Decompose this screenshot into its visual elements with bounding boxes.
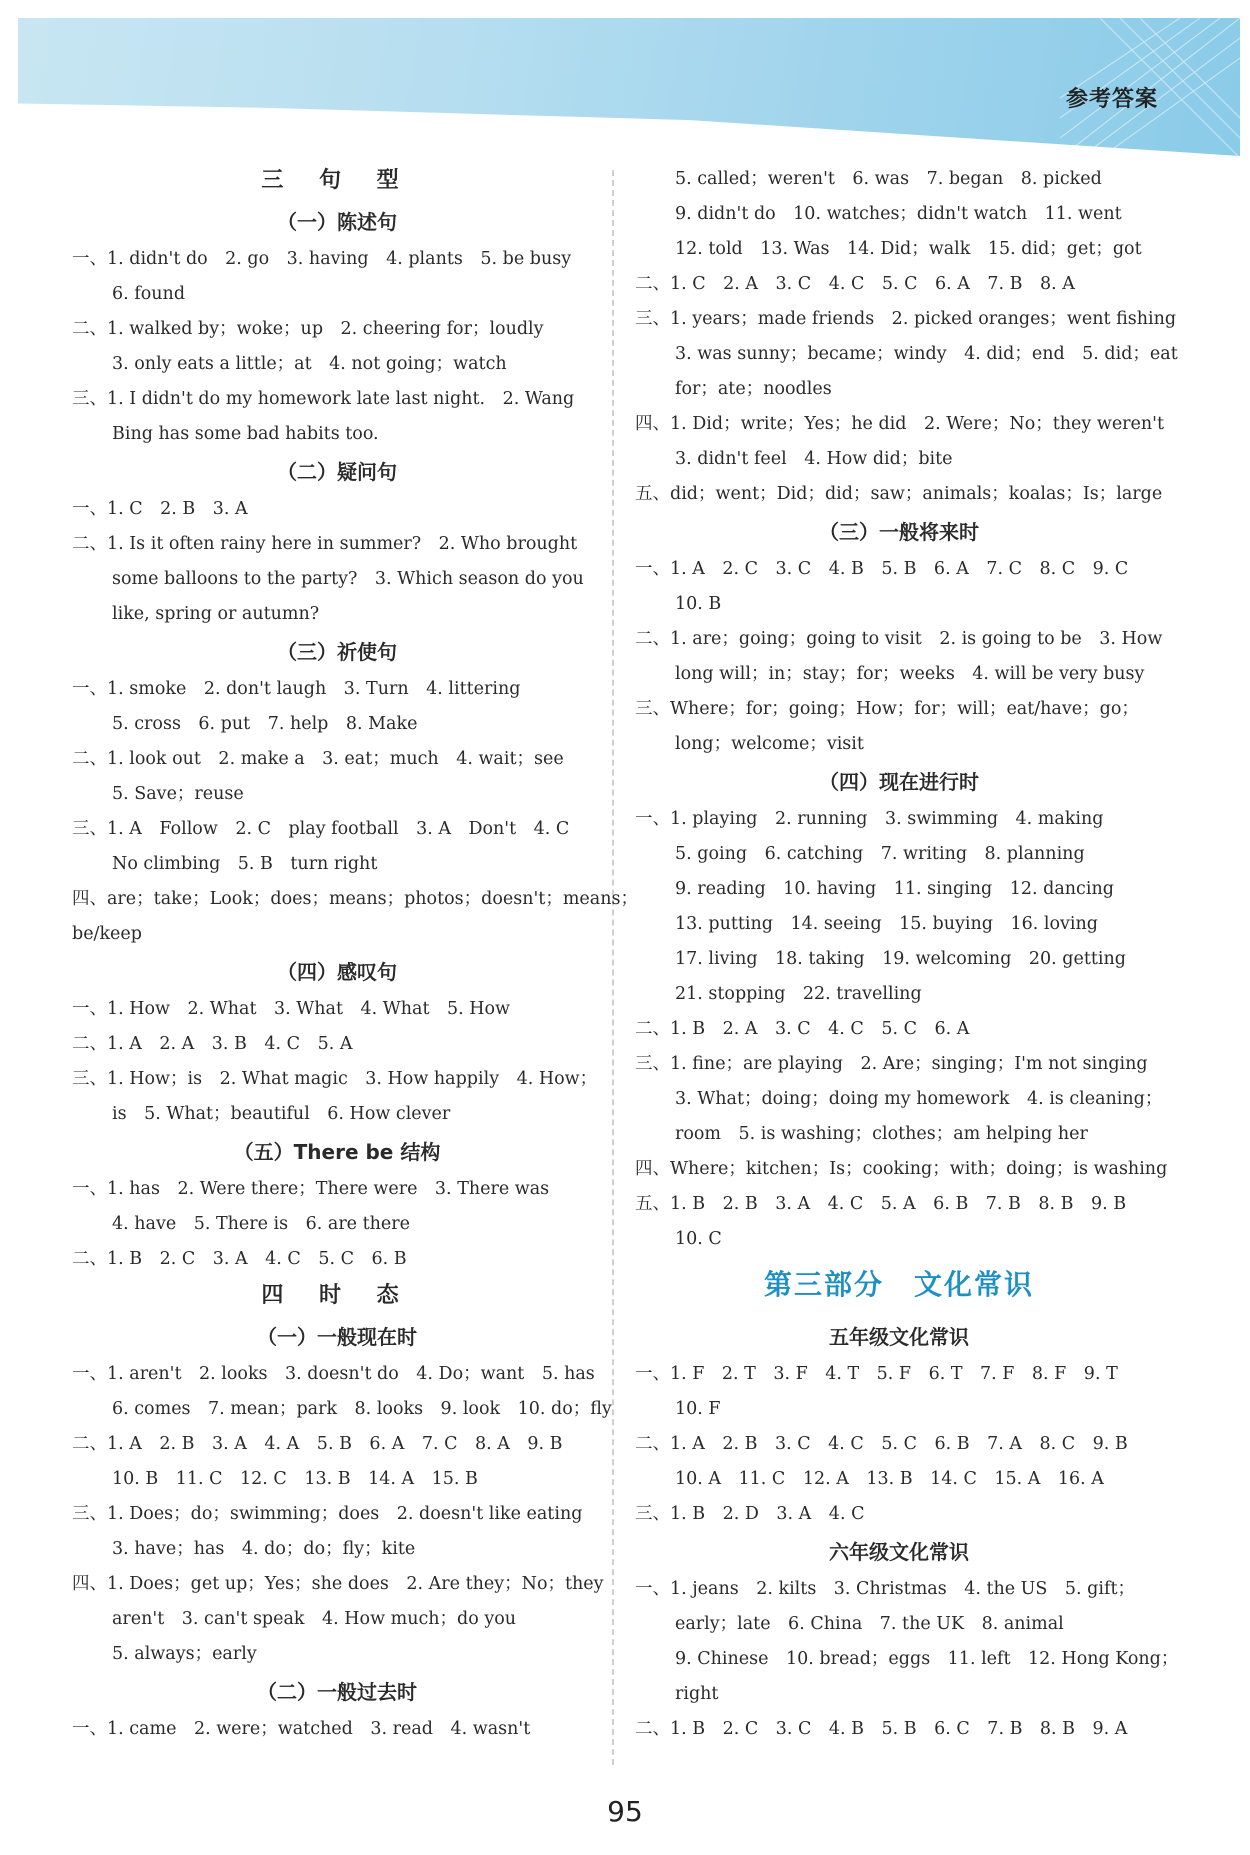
answer-line-continuation: 9. Chinese 10. bread；eggs 11. left 12. Hong Kong； [675,1649,1179,1669]
subsection-heading: 五年级文化常识 [829,1325,969,1349]
answer-line: 四、1. Does；get up；Yes；she does 2. Are they；No；they [72,1574,604,1594]
answer-line-continuation: 6. found [112,284,186,304]
right-column [635,162,1179,1747]
answer-line-continuation: long；welcome；visit [675,734,864,754]
answer-line-continuation: 5. cross 6. put 7. help 8. Make [112,714,418,734]
answer-line-continuation: 10. C [675,1229,722,1249]
answer-line: 二、1. B 2. C 3. A 4. C 5. C 6. B [72,1249,407,1269]
answer-line-continuation: like, spring or autumn? [112,604,320,624]
answer-line: 二、1. are；going；going to visit 2. is going to be 3. How [635,629,1163,649]
answer-line: 一、1. aren't 2. looks 3. doesn't do 4. Do；want 5. has [72,1364,595,1384]
answer-line-continuation: 3. What；doing；doing my homework 4. is cleaning； [675,1089,1163,1109]
answer-line-continuation: No climbing 5. B turn right [112,854,378,874]
subsection-heading: （四）现在进行时 [819,770,979,794]
subsection-heading: （三）祈使句 [277,640,397,664]
answer-line: 二、1. look out 2. make a 3. eat；much 4. wait；see [72,749,564,769]
answer-line: 一、1. jeans 2. kilts 3. Christmas 4. the US 5. gift； [635,1579,1135,1599]
answer-line-continuation: long will；in；stay；for；weeks 4. will be very busy [675,664,1145,684]
page-number: 95 [607,1795,643,1828]
answer-line-continuation: early；late 6. China 7. the UK 8. animal [675,1614,1064,1634]
answer-line-continuation: 13. putting 14. seeing 15. buying 16. loving [675,914,1098,934]
left-column [72,162,638,1747]
answer-line-continuation: 9. didn't do 10. watches；didn't watch 11. went [675,204,1122,224]
answer-line: 二、1. C 2. A 3. C 4. C 5. C 6. A 7. B 8. A [635,274,1075,294]
answer-line: 二、1. Is it often rainy here in summer? 2. Who brought [72,534,578,554]
answer-line-continuation: 5. going 6. catching 7. writing 8. planning [675,844,1085,864]
answer-line-continuation: 21. stopping 22. travelling [675,984,922,1004]
answer-line: 四、1. Did；write；Yes；he did 2. Were；No；they weren't [635,414,1165,434]
answer-line: 一、1. F 2. T 3. F 4. T 5. F 6. T 7. F 8. F 9. T [635,1364,1118,1384]
answer-line-continuation: is 5. What；beautiful 6. How clever [112,1104,451,1124]
column-divider [612,170,614,1765]
answer-line-continuation: 17. living 18. taking 19. welcoming 20. getting [675,949,1126,969]
answer-line-continuation: some balloons to the party? 3. Which season do you [112,569,584,589]
subsection-heading: （一）陈述句 [277,210,397,234]
answer-line: 三、Where；for；going；How；for；will；eat/have；go； [635,699,1139,719]
answer-line-continuation: be/keep [72,924,142,944]
answer-line-continuation: 3. was sunny；became；windy 4. did；end 5. did；eat [675,344,1178,364]
subsection-heading: 六年级文化常识 [829,1540,969,1564]
answer-line-continuation: 3. only eats a little；at 4. not going；watch [112,354,507,374]
subsection-heading: （一）一般现在时 [257,1325,417,1349]
subsection-heading: （二）一般过去时 [257,1680,417,1704]
answer-line-continuation: room 5. is washing；clothes；am helping her [675,1124,1088,1144]
subsection-heading: （二）疑问句 [277,460,397,484]
answer-line: 一、1. A 2. C 3. C 4. B 5. B 6. A 7. C 8. C 9. C [635,559,1129,579]
answer-line: 三、1. fine；are playing 2. Are；singing；I'm not singing [635,1054,1148,1074]
subsection-heading: （三）一般将来时 [819,520,979,544]
answer-line: 四、are；take；Look；does；means；photos；doesn't；means； [72,889,638,909]
answer-line: 五、1. B 2. B 3. A 4. C 5. A 6. B 7. B 8. B 9. B [635,1194,1127,1214]
answer-line: 三、1. How；is 2. What magic 3. How happily 4. How； [72,1069,598,1089]
answer-line: 二、1. A 2. A 3. B 4. C 5. A [72,1034,353,1054]
answer-line: 一、1. smoke 2. don't laugh 3. Turn 4. littering [72,679,521,699]
answer-line-continuation: 12. told 13. Was 14. Did；walk 15. did；get；got [675,239,1142,259]
answer-line: 二、1. A 2. B 3. A 4. A 5. B 6. A 7. C 8. A 9. B [72,1434,563,1454]
answer-line-continuation: 4. have 5. There is 6. are there [112,1214,410,1234]
answer-line: 一、1. C 2. B 3. A [72,499,248,519]
answer-line: 五、did；went；Did；did；saw；animals；koalas；Is；large [635,484,1163,504]
answer-line-continuation: 10. B 11. C 12. C 13. B 14. A 15. B [112,1469,478,1489]
answer-line: 一、1. came 2. were；watched 3. read 4. wasn't [72,1719,531,1739]
answer-line-continuation: 10. A 11. C 12. A 13. B 14. C 15. A 16. A [675,1469,1104,1489]
section-heading: 四 时 态 [261,1283,413,1308]
answer-line-continuation: 10. F [675,1399,721,1419]
answer-line: 一、1. playing 2. running 3. swimming 4. making [635,809,1104,829]
subsection-heading: （五）There be 结构 [233,1140,441,1164]
answer-line-continuation: 9. reading 10. having 11. singing 12. dancing [675,879,1114,899]
answer-line: 一、1. How 2. What 3. What 4. What 5. How [72,999,511,1019]
answer-line-continuation: 10. B [675,594,722,614]
answer-line-continuation: 5. always；early [112,1644,257,1664]
answer-line: 三、1. A Follow 2. C play football 3. A Don't 4. C [72,819,570,839]
answer-line: 三、1. B 2. D 3. A 4. C [635,1504,865,1524]
header-banner [18,18,1240,156]
answer-line-continuation: 5. called；weren't 6. was 7. began 8. picked [675,169,1102,189]
answer-line: 二、1. B 2. C 3. C 4. B 5. B 6. C 7. B 8. B 9. A [635,1719,1128,1739]
answer-line-continuation: right [675,1684,719,1704]
header-label: 参考答案 [1065,87,1158,112]
answer-line: 三、1. years；made friends 2. picked oranges；went fishing [635,309,1177,329]
answer-line: 二、1. A 2. B 3. C 4. C 5. C 6. B 7. A 8. C 9. B [635,1434,1128,1454]
answer-line-continuation: aren't 3. can't speak 4. How much；do you [112,1609,517,1629]
answer-line: 一、1. has 2. Were there；There were 3. There was [72,1179,550,1199]
answer-line-continuation: 3. didn't feel 4. How did；bite [675,449,953,469]
part-heading: 第三部分 文化常识 [763,1268,1034,1301]
answer-line: 二、1. walked by；woke；up 2. cheering for；loudly [72,319,544,339]
answer-line: 三、1. Does；do；swimming；does 2. doesn't like eating [72,1504,583,1524]
answer-line: 一、1. didn't do 2. go 3. having 4. plants 5. be busy [72,249,572,269]
answer-line: 三、1. I didn't do my homework late last night. 2. Wang [72,389,575,409]
answer-line-continuation: for；ate；noodles [675,379,832,399]
answer-line-continuation: 5. Save；reuse [112,784,244,804]
answer-line: 四、Where；kitchen；Is；cooking；with；doing；is washing [635,1159,1168,1179]
answer-line-continuation: 3. have；has 4. do；do；fly；kite [112,1539,416,1559]
answer-line-continuation: 6. comes 7. mean；park 8. looks 9. look 10. do；fly [112,1399,612,1419]
answer-line: 二、1. B 2. A 3. C 4. C 5. C 6. A [635,1019,970,1039]
answer-line-continuation: Bing has some bad habits too. [112,424,379,444]
subsection-heading: （四）感叹句 [277,960,397,984]
section-heading: 三 句 型 [261,168,413,193]
